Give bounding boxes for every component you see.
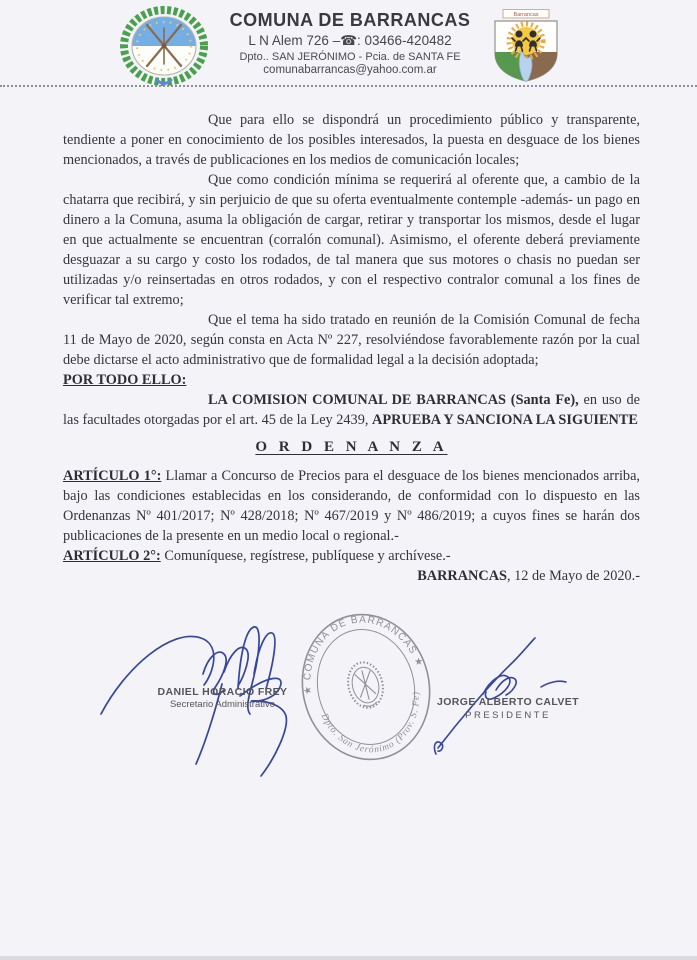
- resolution-authority: LA COMISION COMUNAL DE BARRANCAS (Santa Fe),: [208, 392, 579, 408]
- secretary-title: Secretario Administrativo: [169, 699, 276, 710]
- article-1-text: Llamar a Concurso de Precios para el desguace de los bienes mencionados arriba, bajo las condiciones establecidas en los considerando, de conformidad con lo dispuesto en las Ordenanzas Nº 401/2017; Nº 428/2018; Nº 467/2019 y Nº 486/2019; a cuyos fines se harán dos publicaciones de la presente en un medio local o regional.-: [63, 468, 640, 544]
- resolution-legal-basis: en uso de las facultades otorgadas por el art. 45 de la Ley 2439,: [63, 392, 640, 428]
- considerando-paragraph-1: Que para ello se dispondrá un procedimiento público y transparente, tendiente a poner en conocimiento de los posibles interesados, la puesta en desguace de los bienes mencionados, a través de publicaciones en los medios de comunicación locales;: [63, 112, 640, 168]
- org-department-province: Dpto.. SAN JERÓNIMO - Pcia. de SANTA FE: [239, 51, 461, 63]
- article-1-label: ARTÍCULO 1°:: [63, 468, 162, 484]
- article-1: [63, 466, 640, 546]
- president-signature-icon: [428, 630, 588, 760]
- por-todo-ello-line: [63, 370, 640, 390]
- article-2: [63, 546, 640, 566]
- secretary-name-block: [130, 686, 315, 710]
- barrancas-shield-icon: [482, 8, 570, 86]
- secretary-name: DANIEL HORACIO FREY: [157, 686, 288, 698]
- article-2-label: ARTÍCULO 2°:: [63, 548, 161, 564]
- por-todo-ello-label: POR TODO ELLO:: [63, 372, 187, 388]
- svg-text:Dpto. San Jerónimo (Prov. S. F: [318, 688, 434, 766]
- president-name: JORGE ALBERTO CALVET: [437, 696, 579, 708]
- letterhead-text: [178, 10, 522, 76]
- stamp-top-text: ★ COMUNA DE BARRANCAS ★: [302, 614, 426, 696]
- dateline-date: , 12 de Mayo de 2020.-: [506, 568, 640, 584]
- stamp-bottom-text: Dpto. San Jerónimo (Prov. S. Fe): [318, 690, 422, 756]
- dateline: [63, 566, 640, 586]
- svg-text:★ COMUNA DE BARRANCAS ★: [293, 608, 426, 697]
- signature-block: [0, 608, 697, 793]
- considerando-paragraph-3: Que el tema ha sido tratado en reunión de la Comisión Comunal de fecha 11 de Mayo de 2020, según consta en Acta Nº 227, resolviéndose favorablemente razón por la cual debe dictarse el acto administrativo que de formalidad legal a la decisión adoptada;: [63, 312, 640, 368]
- org-title: COMUNA DE BARRANCAS: [229, 10, 471, 30]
- shield-banner-label: Barrancas: [513, 12, 539, 18]
- org-email: comunabarrancas@yahoo.com.ar: [263, 64, 437, 76]
- scan-edge: [0, 956, 697, 960]
- president-title: PRESIDENTE: [465, 710, 551, 721]
- resolution-paragraph: [63, 390, 640, 430]
- president-name-block: [418, 696, 598, 721]
- article-2-text: Comuníquese, regístrese, publíquese y archívese.-: [160, 548, 451, 564]
- resolution-action: APRUEBA Y SANCIONA LA SIGUIENTE: [372, 412, 638, 428]
- ordenanza-title: O R D E N A N Z A: [255, 439, 448, 455]
- letterhead-divider: [0, 85, 697, 87]
- official-stamp-icon: [293, 608, 439, 766]
- letterhead: [0, 0, 697, 86]
- considerando-paragraph-2: Que como condición mínima se requerirá al oferente que, a cambio de la chatarra que recibirá, y sin perjuicio de que su oferta eventualmente contemple -además- un pago en dinero a la Comuna, asuma la obligación de cargar, retirar y transportar los mismos, desde el lugar en que actualmente se encuentran (corralón comunal). Asimismo, el oferente deberá previamente desguazar a su cargo y costo los rodados, de tal manera que sus motores o chasis no puedan ser utilizadas y/o reinsertadas en otros rodados, y con el respectivo contralor comunal a los fines de verificar tal extremo;: [63, 172, 640, 308]
- org-address-phone: L N Alem 726 –☎: 03466-420482: [248, 33, 452, 48]
- dateline-place: BARRANCAS: [417, 568, 507, 584]
- document-body: [63, 110, 640, 586]
